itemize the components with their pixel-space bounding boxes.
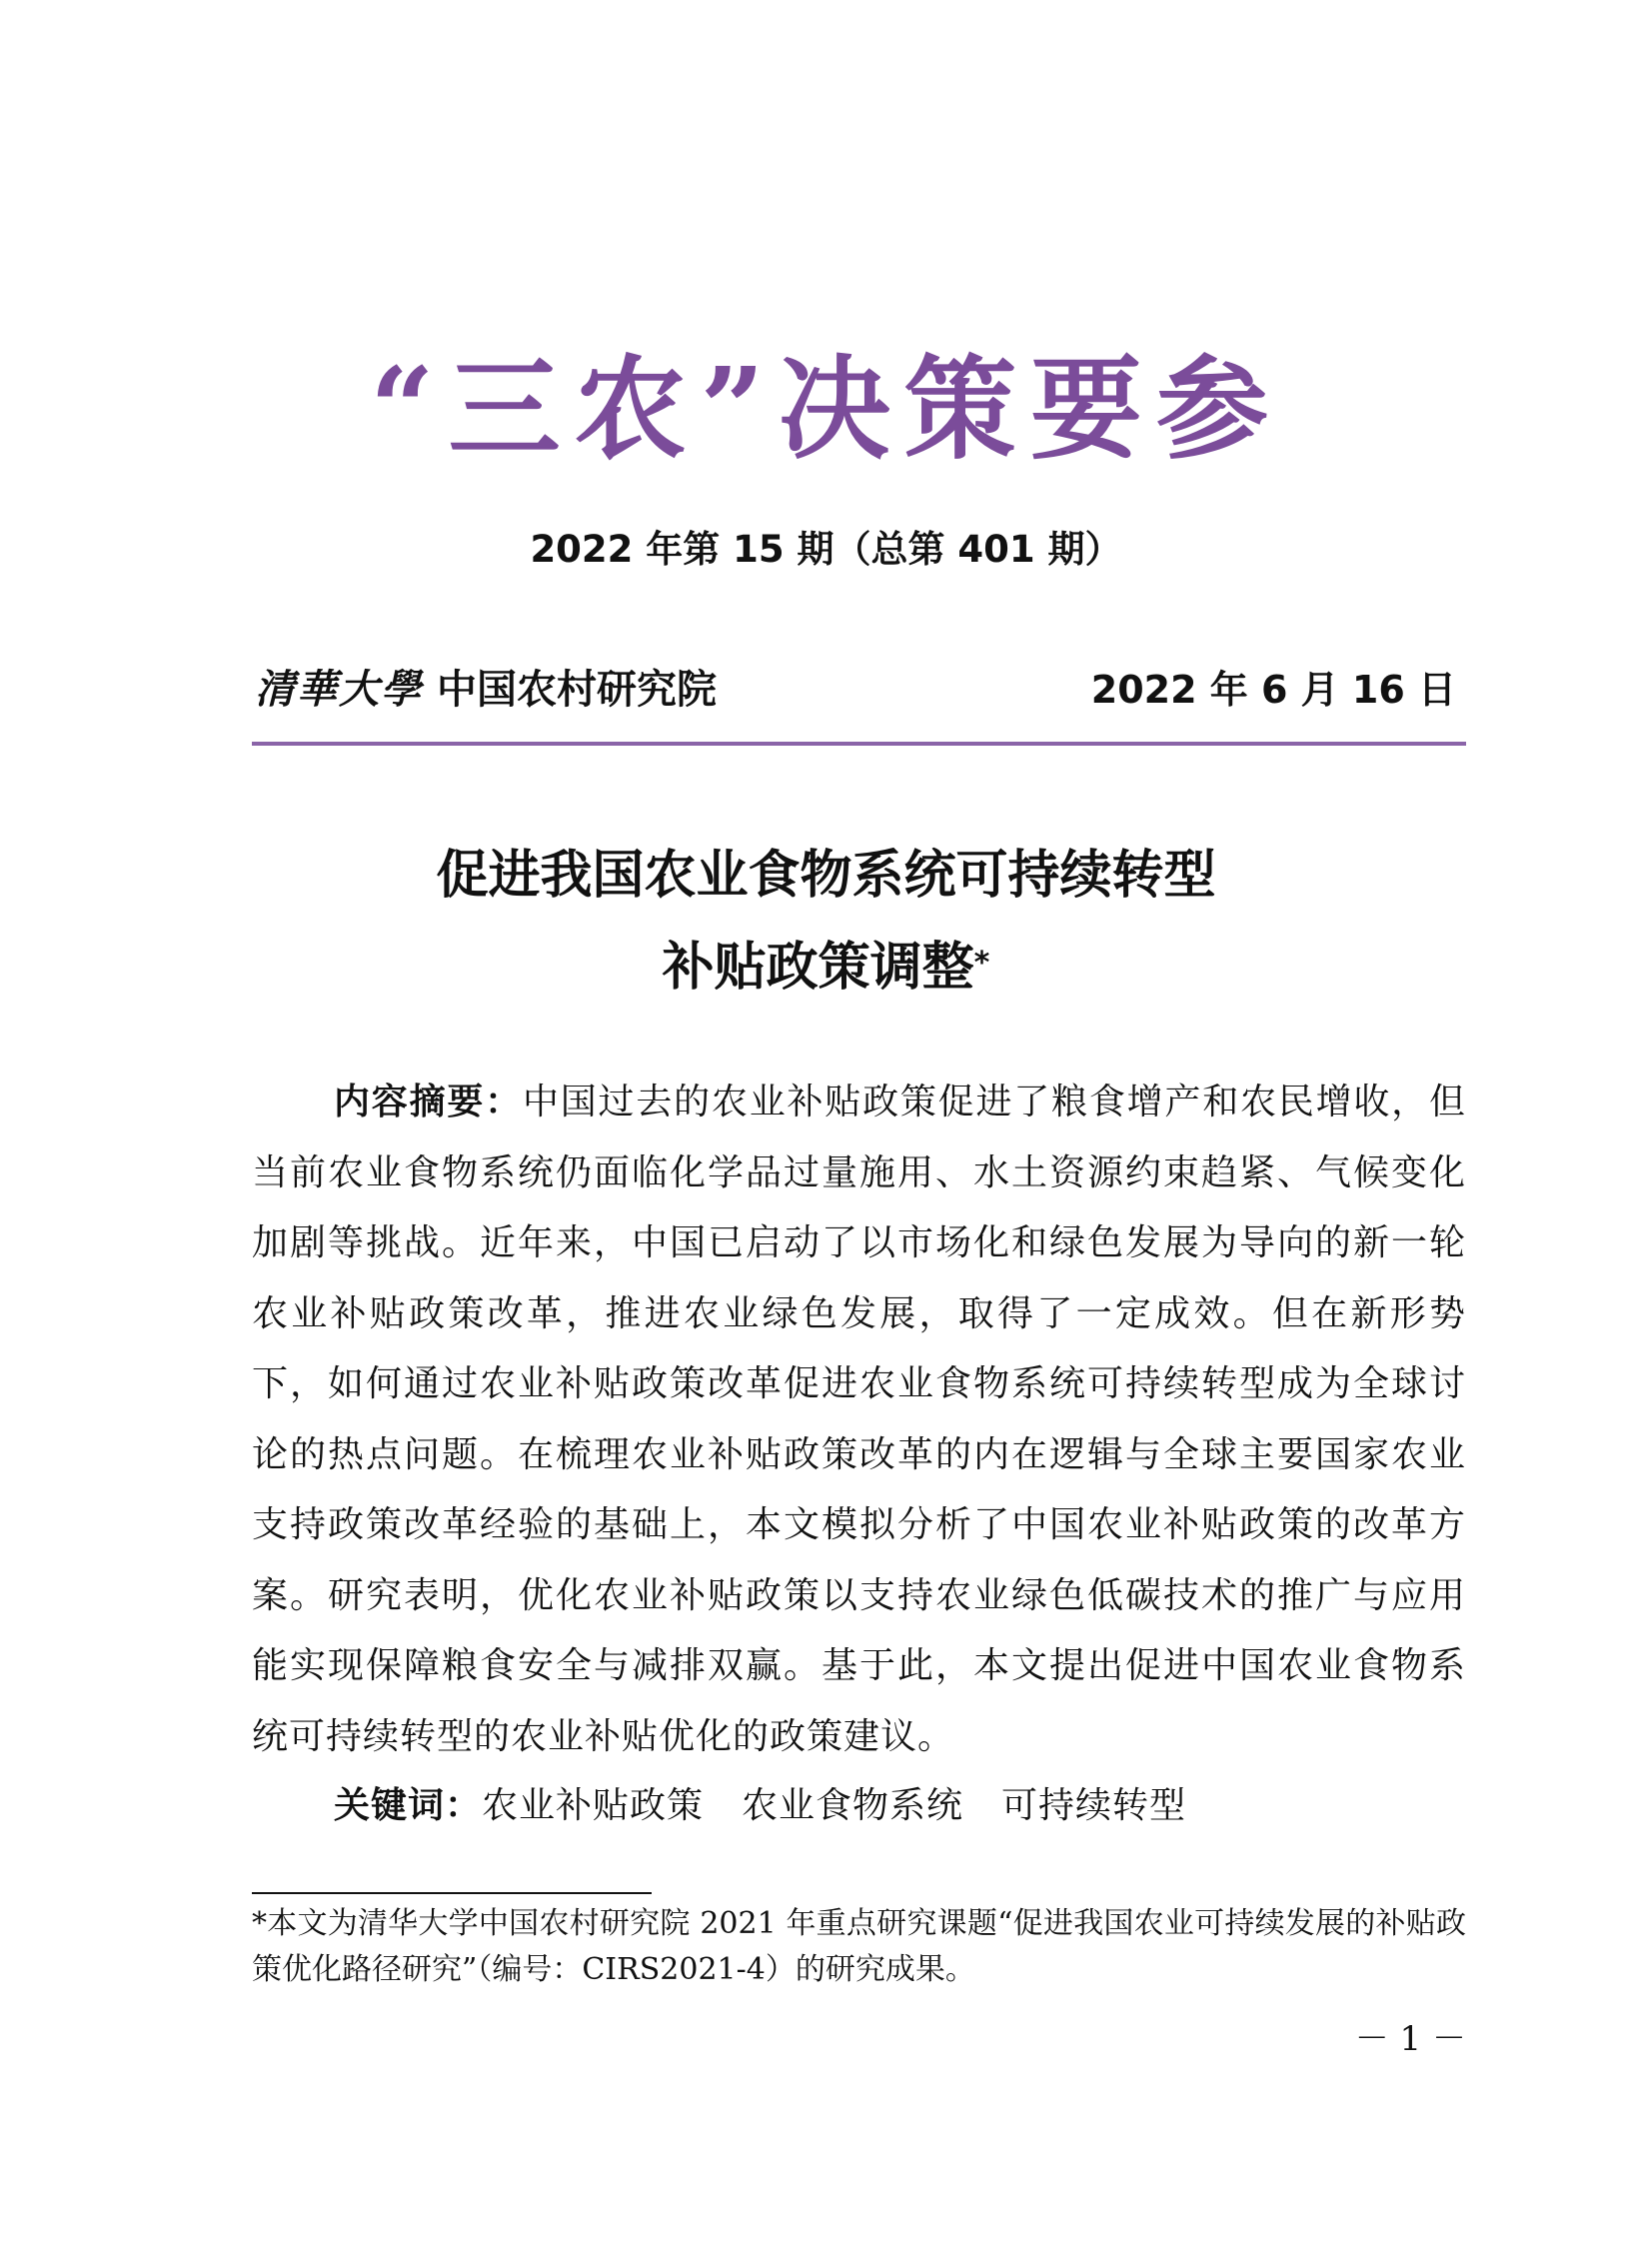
abstract-text: 中国过去的农业补贴政策促进了粮食增产和农民增收，但当前农业食物系统仍面临化学品过量施用、水土资源约束趋紧、气候变化加剧等挑战。近年来，中国已启动了以市场化和绿色发展为导向的新一轮农业补贴政策改革，推进农业绿色发展，取得了一定成效。但在新形势下，如何通过农业补贴政策改革促进农业食物系统可持续转型成为全球讨论的热点问题。在梳理农业补贴政策改革的内在逻辑与全球主要国家农业支持政策改革经验的基础上，本文模拟分析了中国农业补贴政策的改革方案。研究表明，优化农业补贴政策以支持农业绿色低碳技术的推广与应用能实现保障粮食安全与减排双赢。基于此，本文提出促进中国农业食物系统可持续转型的农业补贴优化的政策建议。 [252, 1082, 1466, 1757]
keyword: 农业补贴政策 [482, 1785, 705, 1826]
keyword: 农业食物系统 [742, 1785, 964, 1826]
footnote: *本文为清华大学中国农村研究院 2021 年重点研究课题“促进我国农业可持续发展的补贴政策优化路径研究”（编号：CIRS2021-4）的研究成果。 [252, 1906, 1466, 1987]
article-title [0, 830, 1652, 1014]
keywords-label: 关键词： [334, 1785, 483, 1826]
title-line-2: 补贴政策调整* [662, 938, 990, 998]
keyword: 可持续转型 [1001, 1785, 1187, 1826]
publisher [255, 660, 717, 720]
footnote-mark: * [973, 946, 990, 981]
title-line-1: 促进我国农业食物系统可持续转型 [436, 846, 1216, 906]
page-number: － 1 － [1354, 2019, 1466, 2059]
publish-date: 2022 年 6 月 16 日 [1090, 668, 1456, 712]
footnote-divider [252, 1892, 652, 1894]
issue-number: 2022 年第 15 期（总第 401 期） [530, 528, 1122, 571]
abstract-label: 内容摘要： [334, 1082, 523, 1122]
masthead-title: “三农”决策要参 [370, 344, 1282, 475]
keywords [334, 1771, 1224, 1841]
university-logo: 清華大學 [255, 666, 423, 713]
header-divider [252, 742, 1466, 746]
institute-name: 中国农村研究院 [437, 666, 717, 713]
abstract [252, 1068, 1466, 1772]
